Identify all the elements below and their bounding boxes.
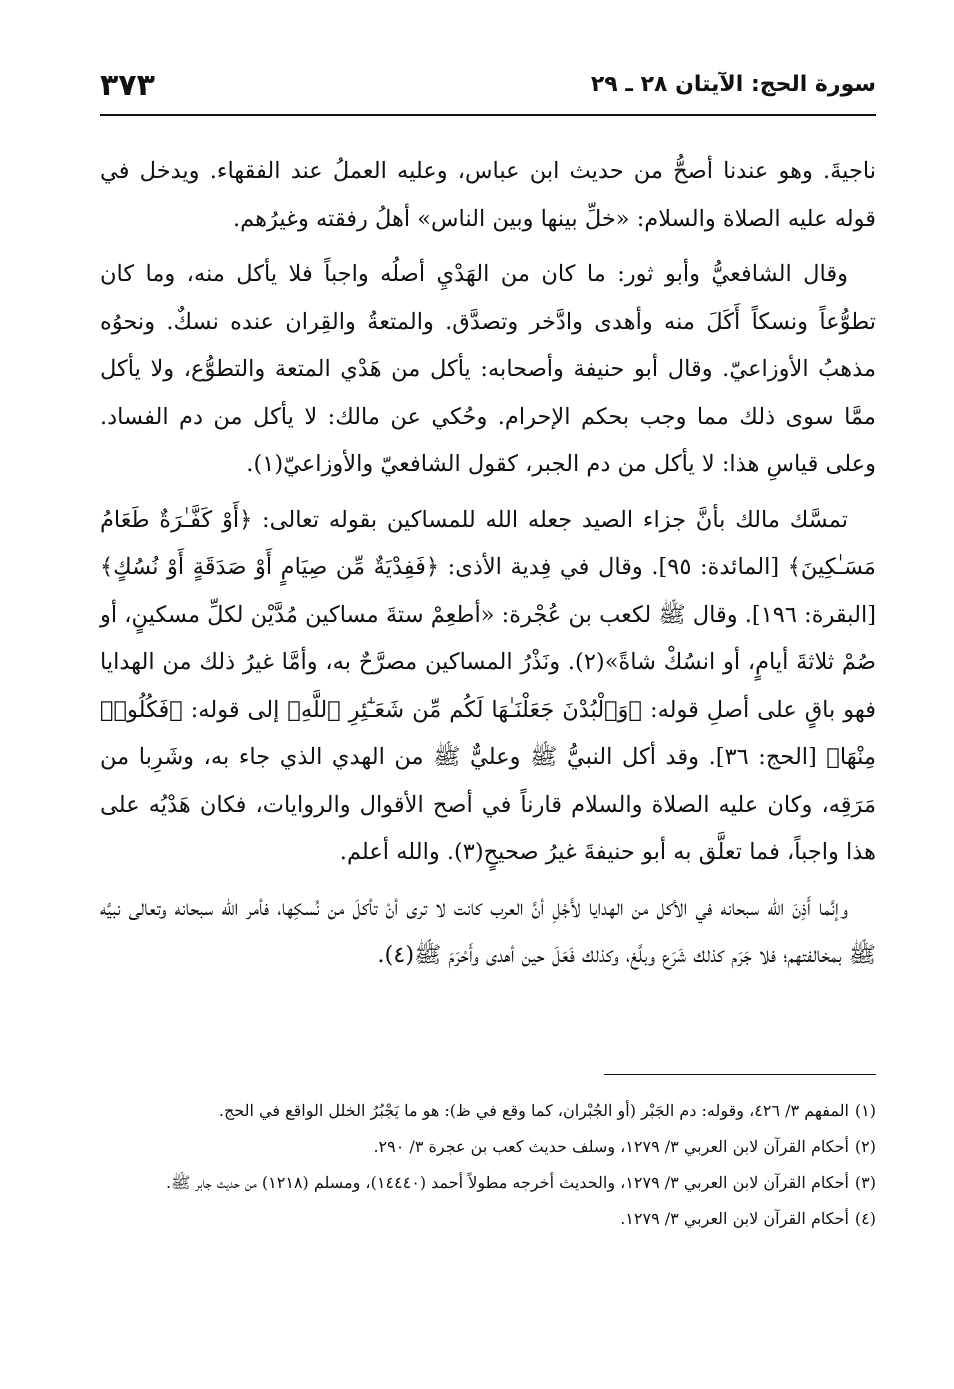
footnote-marker: (٣) (854, 1173, 876, 1192)
paragraph: تمسَّك مالك بأنَّ جزاء الصيد جعله الله للمساكين بقوله تعالى: ﴿أَوْ كَفَّـٰرَةٌ طَعَامُ مَسَـٰكِينَ﴾ [المائدة: ٩٥]. وقال في فِدية الأذى: ﴿فَفِدْيَةٌ مِّن صِيَامٍ أَوْ صَدَقَةٍ أَوْ نُسُكٍ﴾ [البقرة: ١٩٦]. وقال ﷺ لكعب بن عُجْرة: «أطعِمْ ستةَ مساكين مُدَّيْن لكلِّ مسكينٍ، أو صُمْ ثلاثةَ أيامٍ، أو انسُكْ شاةً»(٢). ونَذْرُ المساكين مصرَّحٌ به، وأمَّا غيرُ ذلك من الهدايا فهو باقٍ على أصلِ قوله: ﴿وَٱلْبُدْنَ جَعَلْنَـٰهَا لَكُم مِّن شَعَـٰٓئِرِ ٱللَّهِ﴾ إلى قوله: ﴿فَكُلُوا۟ مِنْهَا﴾ [الحج: ٣٦]. وقد أكل النبيُّ ﷺ وعليٌّ ﷺ من الهدي الذي جاء به، وشَرِبا من مَرَقِه، وكان عليه الصلاة والسلام قارناً في أصح الأقوال والروايات، فكان هَدْيُه على هذا واجباً، فما تعلَّق به أبو حنيفةَ غيرُ صحيحٍ(٣). والله أعلم. (100, 506, 877, 865)
footnote-marker: (٤) (854, 1209, 876, 1228)
page-number: ٣٧٣ (100, 68, 155, 103)
paragraph: ناجيةَ. وهو عندنا أصحُّ من حديث ابن عباس، وعليه العملُ عند الفقهاء. ويدخل في قوله عليه الصلاة والسلام: «خلِّ بينها وبين الناس» أهلُ رفقته وغيرُهم. (100, 158, 876, 232)
footnote-text: أحكام القرآن لابن العربي ٣/ ١٢٧٩. (620, 1209, 849, 1228)
footnote-text: أحكام القرآن لابن العربي ٣/ ١٢٧٩، وسلف حديث كعب بن عجرة ٣/ ٢٩٠. (373, 1137, 849, 1156)
footnote-text: المفهم ٣/ ٤٢٦، وقوله: دم الجَبْر (أو الجُبْران، كما وقع في ظ): هو ما يَجْبُرُ الخلل الواقع في الحج. (218, 1101, 849, 1120)
paragraph: وقال الشافعيُّ وأبو ثور: ما كان من الهَدْيِ أصلُه واجباً فلا يأكل منه، وما كان تطوُّعاً ونسكاً أَكَلَ منه وأهدى وادَّخر وتصدَّق. والمتعةُ والقِران عنده نسكٌ. ونحوُه مذهبُ الأوزاعيّ. وقال أبو حنيفة وأصحابه: يأكل من هَدْي المتعة والتطوُّع، ولا يأكل ممَّا سوى ذلك مما وجب بحكم الإحرام. وحُكي عن مالك: لا يأكل من دم الفساد. وعلى قياسِ هذا: لا يأكل من دم الجبر، كقول الشافعيّ والأوزاعيّ(١). (100, 261, 876, 477)
header-divider (100, 114, 876, 116)
footnote-marker: (١) (854, 1101, 876, 1120)
running-header (100, 66, 876, 110)
footnote-divider (604, 1074, 876, 1075)
footnote (100, 1166, 876, 1200)
footnote-text: أحكام القرآن لابن العربي ٣/ ١٢٧٩، والحديث أخرجه مطولاً أحمد (١٤٤٤٠)، ومسلم (١٢١٨) من حديث جابر ﷺ. (165, 1173, 849, 1192)
footnotes (100, 1094, 876, 1238)
footnote (100, 1094, 876, 1128)
footnote (100, 1130, 876, 1164)
header-title: سورة الحج: الآيتان ٢٨ ـ ٢٩ (590, 72, 876, 97)
main-text (100, 148, 876, 988)
footnote (100, 1202, 876, 1236)
footnote-marker: (٢) (854, 1137, 876, 1156)
paragraph: وإنَّما أَذِنَ الله سبحانه في الأكل من الهدايا لأَجْلِ أنَّ العرب كانت لا ترى أنْ تأكلَ من نُسكِها، فأمر الله سبحانه وتعالى نبيَّه ﷺ بمخالفتهم؛ فلا جَرَم كذلك شَرَع وبلَّغ، وكذلك فَعَلَ حين أهدى وأَحْرَمَ ﷺ(٤). (100, 894, 876, 968)
